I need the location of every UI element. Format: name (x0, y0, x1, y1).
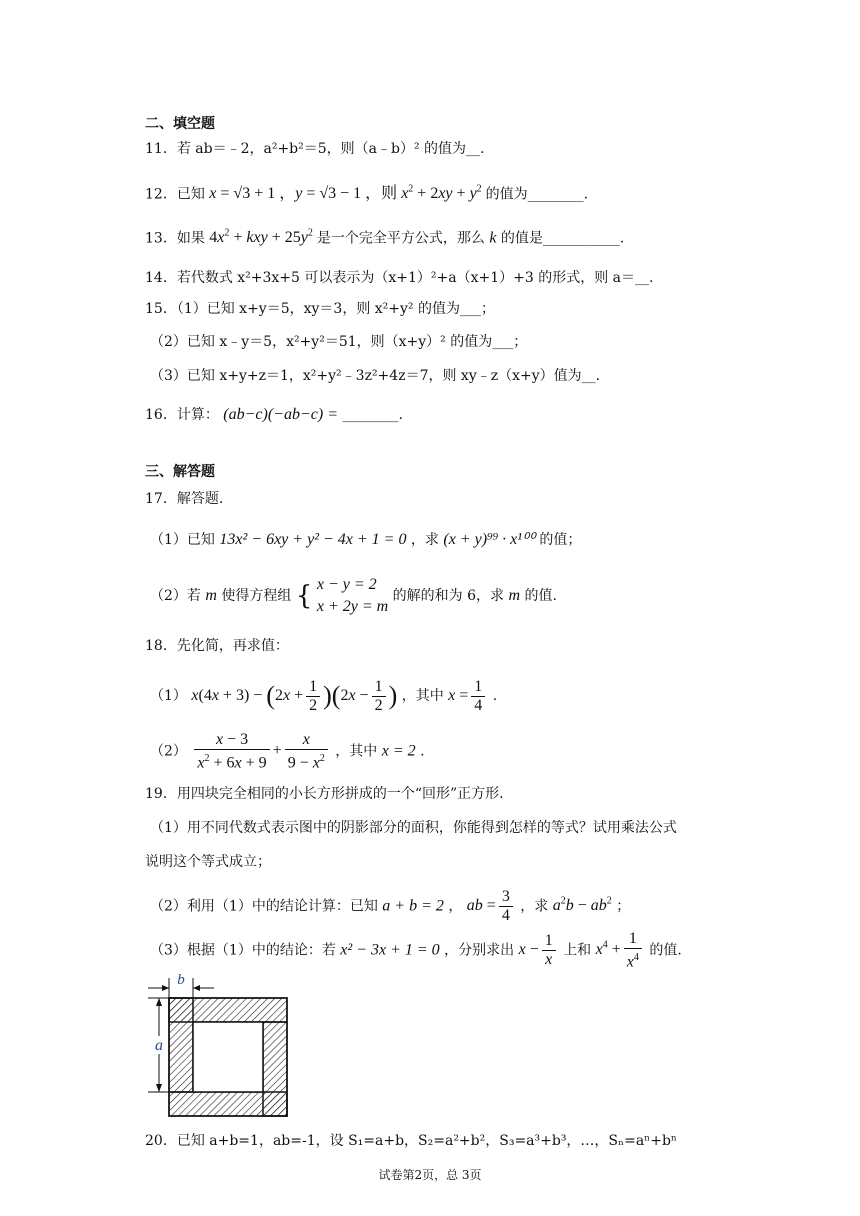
question-19-part-3-expression-2: $x^4$ + $\frac{1}{x^4}$ (596, 941, 645, 958)
equation-system-line-1: x − y = 2 (316, 576, 377, 593)
question-12-formula: x = √3 + 1 ，y = √3 − 1 ，则 $x^2 + 2xy + y^2$ (209, 184, 482, 203)
question-18-part-2-expression: $\frac{x - 3}{x^2 + 6x + 9}$ + $\frac{x}{9 - x^2}$ (191, 742, 330, 759)
label-b: b (177, 972, 185, 988)
question-15-part-1: 15．（1）已知 x+y＝5，xy＝3，则 x²+y² 的值为___； (145, 301, 495, 317)
question-19-part-2-label: （2）利用（1）中的结论计算：已知 (150, 898, 378, 915)
question-20: 20．已知 a+b=1，ab=-1，设 S₁=a+b，S₂=a²+b²，S₃=a³+b³，…，Sₙ=aⁿ+bⁿ (145, 1133, 677, 1149)
question-19-part-2-expression: $a^2b - ab^2$ (552, 896, 612, 915)
equation-system-line-2: x + 2y = m (316, 598, 389, 615)
brace-symbol: { (295, 581, 313, 611)
question-13-k: k (489, 229, 497, 247)
question-19-part-2-eq1: a + b = 2 (382, 897, 444, 915)
question-19-part-3-equation: x² − 3x + 1 = 0 (340, 941, 440, 959)
question-12-tail: 的值为________. (485, 186, 589, 203)
question-15-part-3: （3）已知 x+y+z＝1，x²+y²﹣3z²+4z＝7，则 xy﹣z（x+y）值为__. (150, 368, 601, 384)
question-17-part-1-mid: ，求 (410, 532, 439, 548)
question-18-part-1-label: （1） (150, 688, 187, 704)
question-11: 11．若 ab＝﹣2，a²+b²＝5，则（a﹣b）² 的值为__. (145, 141, 485, 157)
equation-system (317, 574, 388, 618)
label-a: a (155, 1037, 163, 1054)
question-13-mid: 是一个完全平方公式，那么 (316, 230, 485, 247)
question-17-part-1-expression: (x + y)⁹⁹ · x¹⁰⁰ (443, 531, 535, 548)
question-12 (145, 180, 588, 204)
inner-square (193, 1022, 263, 1092)
question-18-part-1 (150, 676, 497, 718)
question-19-part-2-tail: ，求 (520, 898, 549, 915)
section-title-fill-in: 二、填空题 (145, 116, 215, 132)
shaded-rect-left (169, 998, 193, 1092)
question-18-part-1-value: x = $\frac{1}{4}$ (448, 687, 488, 704)
question-13-formula: $4x^2$ + kxy + $25y^2$ (209, 228, 313, 247)
question-19-part-1-line-2: 说明这个等式成立； (145, 854, 271, 870)
shaded-rect-bottom (169, 1092, 287, 1116)
question-19-part-3-end: 的值. (649, 942, 682, 959)
question-19-part-1-line-1: （1）用不同代数式表示图中的阴影部分的面积，你能得到怎样的等式？试用乘法公式 (150, 820, 677, 836)
question-19-part-3-mid: ，分别求出 (444, 942, 515, 959)
question-19-part-3-expression-1: x − $\frac{1}{x}$ (519, 941, 559, 958)
question-17-part-2-tail: 的解的和为 6，求 (392, 588, 505, 604)
question-17-part-2-m: m (205, 587, 217, 604)
question-17-part-2 (150, 574, 557, 618)
question-16-number: 16．计算： (145, 407, 219, 423)
question-19-part-3-and: 上和 (563, 942, 592, 959)
question-19-part-3 (150, 926, 682, 971)
question-18-part-1-expression: x(4x + 3) − (2x + $\frac{1}{2}$ )(2x − $\frac{1}{2}$ ) (191, 677, 398, 714)
question-19-part-2-mid: ， (448, 898, 463, 915)
question-17-part-1 (150, 530, 581, 550)
question-17-part-1-tail: 的值； (539, 532, 582, 548)
question-13-tail: 的值是___________. (500, 230, 625, 247)
question-18-part-2-tail: ，其中 (335, 743, 378, 760)
question-17-part-1-label: （1）已知 (150, 532, 215, 548)
question-19-part-2-eq2: ab = $\frac{3}{4}$ (467, 897, 516, 914)
question-13-number: 13．如果 (145, 230, 205, 247)
page-footer: 试卷第2页，总 3页 (378, 1168, 482, 1182)
section-title-solutions: 三、解答题 (145, 464, 215, 480)
question-17-part-2-m-2: m (508, 587, 521, 604)
question-18-part-2 (150, 731, 425, 773)
question-19-intro: 19．用四块完全相同的小长方形拼成的一个“回形”正方形. (145, 786, 504, 802)
question-16 (145, 405, 403, 425)
question-18-part-2-end: . (420, 743, 425, 760)
question-18-intro: 18．先化简，再求值： (145, 638, 289, 654)
question-18-part-1-tail: ，其中 (401, 688, 444, 704)
question-19-part-3-label: （3）根据（1）中的结论：若 (150, 942, 336, 959)
question-18-part-1-end: . (492, 688, 498, 704)
question-17-part-2-label: （2）若 (150, 588, 201, 604)
question-14: 14．若代数式 x²+3x+5 可以表示为（x+1）²+a（x+1）+3 的形式，则 a＝__. (145, 270, 654, 286)
question-17-part-2-end: 的值. (524, 588, 557, 604)
question-17-intro: 17．解答题. (145, 491, 224, 507)
question-18-part-2-value: x = 2 (381, 742, 416, 760)
question-13 (145, 224, 624, 248)
question-19-part-2-end: ； (616, 898, 631, 915)
question-16-expression: (ab−c)(−ab−c) = (223, 406, 338, 423)
question-16-tail: ________. (342, 407, 403, 423)
square-figure (140, 970, 300, 1120)
question-19-part-2 (150, 882, 630, 924)
question-17-part-1-equation: 13x² − 6xy + y² − 4x + 1 = 0 (219, 531, 407, 548)
question-12-number: 12．已知 (145, 186, 205, 203)
question-15-part-2: （2）已知 x﹣y＝5，x²+y²＝51，则（x+y）² 的值为___； (150, 334, 528, 350)
question-18-part-2-label: （2） (150, 743, 187, 760)
question-17-part-2-mid: 使得方程组 (221, 588, 292, 604)
